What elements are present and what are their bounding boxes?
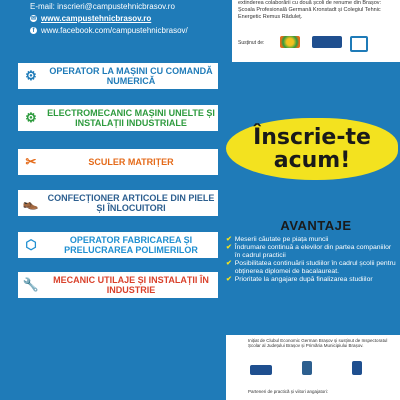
website-link[interactable]: www.campustehnicbrasov.ro xyxy=(41,14,152,23)
check-icon: ✔ xyxy=(226,276,232,283)
advantage-text: Prioritate la angajare după finalizarea studiilor xyxy=(234,276,373,283)
facebook-row xyxy=(30,26,188,35)
email-row xyxy=(30,2,175,11)
gear-icon: ⚙ xyxy=(25,110,37,125)
inspectorat-logo xyxy=(302,361,312,375)
tool-icon: ✂ xyxy=(25,154,37,169)
advantage-item xyxy=(226,260,396,276)
footer-panel xyxy=(226,335,400,400)
program-label: OPERATOR FABRICAREA ȘI PRELUCRAREA POLIMERILOR xyxy=(64,235,198,255)
partners-text: Parteneri de practică și viitori angajatori: xyxy=(248,389,329,394)
check-icon: ✔ xyxy=(226,260,232,267)
contact-block xyxy=(0,0,220,40)
advantage-text: Posibilitatea continuării studiilor în cadrul școlii pentru obținerea diplomei de bacalaureat. xyxy=(234,260,396,275)
advantage-text: Îndrumare continuă a elevilor din partea companiilor în cadrul practicii xyxy=(234,244,392,259)
program-card-polimeri[interactable] xyxy=(18,232,218,258)
polymer-icon: ⬡ xyxy=(25,237,37,252)
check-icon: ✔ xyxy=(226,244,232,251)
program-label: CONFECȚIONER ARTICOLE DIN PIELE ȘI ÎNLOCUITORI xyxy=(47,193,215,213)
info-panel xyxy=(232,0,400,62)
advantage-item xyxy=(226,276,396,284)
website-row xyxy=(30,14,151,23)
advantage-text: Meserii căutate pe piața muncii xyxy=(234,236,329,243)
cnc-icon: ⚙ xyxy=(25,68,37,83)
program-card-mecanic[interactable] xyxy=(18,272,218,298)
program-label: ELECTROMECANIC MAȘINI UNELTE ȘI INSTALAȚII INDUSTRIALE xyxy=(47,108,215,128)
facebook-link[interactable]: www.facebook.com/campustehnicbrasov/ xyxy=(41,26,188,35)
email-text[interactable]: E-mail: inscrieri@campustehnicbrasov.ro xyxy=(30,2,175,11)
dwk-logo xyxy=(312,36,342,48)
initiative-text: Inițiat de Clubul Economic German Brașov și susținut de Inspectoratul Școlar al Județului Brașov și Primăria Municipiului Brașov. xyxy=(248,338,388,348)
shoe-icon: 👞 xyxy=(22,195,40,210)
info-text: extinderea colaborării cu două școli de renume din Brașov: Școala Profesională Germană Kronstadt și Colegiul Tehnic Energetic Remus Răduleț. xyxy=(238,0,382,20)
advantage-item xyxy=(226,236,396,244)
globe-icon: ✉ xyxy=(30,16,37,22)
bcc-logo xyxy=(280,36,300,48)
city-logo xyxy=(352,361,362,375)
supported-by-label: Susținut de: xyxy=(238,40,265,46)
cta-text xyxy=(226,126,398,172)
wrench-icon: 🔧 xyxy=(22,277,40,292)
facebook-icon: f xyxy=(30,27,37,34)
cta-bubble[interactable] xyxy=(226,118,398,180)
advantage-item xyxy=(226,244,396,260)
program-label: MECANIC UTILAJE ȘI INSTALAȚII ÎN INDUSTRIE xyxy=(53,275,209,295)
campus-logo xyxy=(350,36,368,52)
program-card-sculer[interactable] xyxy=(18,149,218,175)
dwk-footer-logo xyxy=(250,365,272,375)
program-label: OPERATOR LA MAȘINI CU COMANDĂ NUMERICĂ xyxy=(49,66,213,86)
advantages-title: AVANTAJE xyxy=(280,218,352,233)
check-icon: ✔ xyxy=(226,236,232,243)
program-card-electromecanic[interactable] xyxy=(18,105,218,131)
program-card-confectioner[interactable] xyxy=(18,190,218,216)
advantages-list xyxy=(226,236,396,284)
program-card-cnc[interactable] xyxy=(18,63,218,89)
program-label: SCULER MATRIȚER xyxy=(88,157,174,167)
cta-line2: acum! xyxy=(273,148,351,173)
cta-line1: Înscrie-te xyxy=(253,125,371,150)
